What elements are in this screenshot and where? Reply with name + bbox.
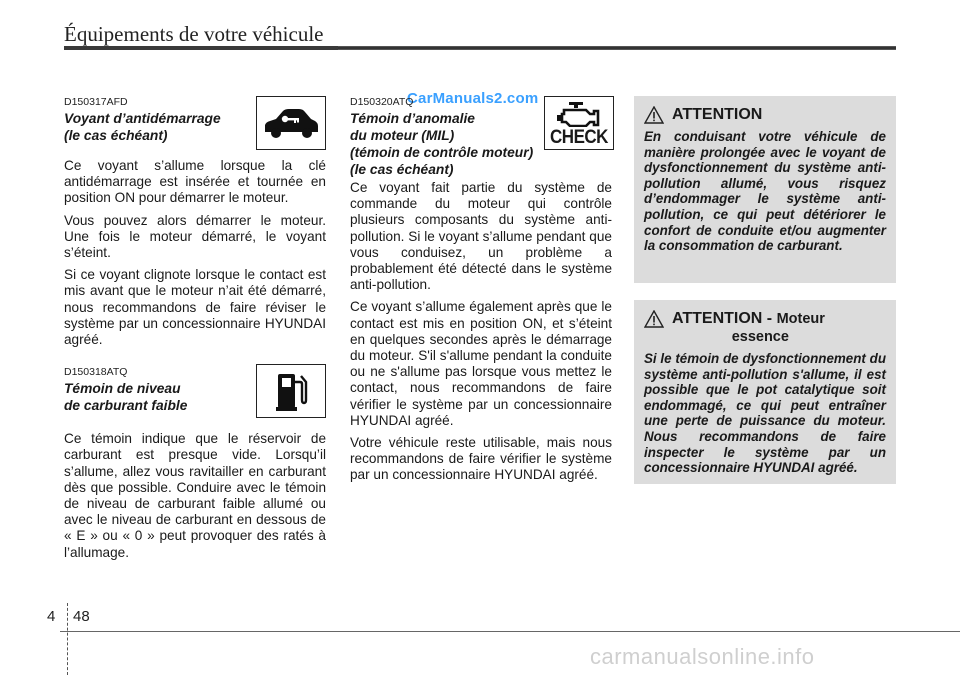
section-title-sub: de carburant faible — [64, 398, 188, 414]
watermark: CarManuals2.com — [407, 90, 539, 107]
section-title: Témoin de niveau — [64, 381, 181, 397]
paragraph: Ce témoin indique que le réservoir de carburant est presque vide. Lorsqu’il s’allume, allez vous ravitailler en carburant dès que possible. Conduire avec le témoin de niveau de carburant faible allumé ou avec le niveau de carburant en dessous de « E » ou « 0 » peut provoquer des ratés à l’allumage. — [64, 431, 326, 560]
footer-separator — [67, 603, 68, 675]
paragraph: Vous pouvez alors démarrer le moteur. Une fois le moteur démarré, le voyant s’éteint. — [64, 212, 326, 261]
check-label: CHECK — [550, 125, 608, 148]
paragraph: Votre véhicule reste utilisable, mais nous recommandons de faire vérifier le système par un concessionnaire HYUNDAI agréé. — [350, 435, 612, 483]
fuel-pump-icon — [256, 364, 326, 418]
section-title: Témoin d’anomalie — [350, 111, 475, 126]
section-code: D150318ATQ — [64, 366, 128, 379]
page-number: 48 — [73, 608, 90, 625]
chapter-number: 4 — [47, 608, 56, 625]
left-column — [64, 96, 326, 567]
paragraph: Ce voyant s’allume lorsque la clé antidémarrage est insérée et tournée en position ON pour démarrer le moteur. — [64, 158, 326, 206]
section-title-sub: (témoin de contrôle moteur) — [350, 145, 534, 160]
warning-box — [634, 96, 896, 283]
check-engine-icon — [544, 96, 614, 150]
paragraph: Ce voyant s’allume également après que le contact est mis en position ON, et s’éteint en quelques secondes après le démarrage du moteur. S'il s'allume pendant la conduite ou ne s'allume pas lorsque vous mettez le contact, nous recommandons de faire vérifier le système par un concessionnaire HYUNDAI agréé. — [350, 299, 612, 428]
warning-title — [644, 106, 886, 124]
header-rule — [64, 46, 896, 50]
site-watermark: carmanualsonline.info — [590, 644, 815, 669]
warning-title-text: ATTENTION - — [672, 310, 773, 327]
section-code: D150320ATQ — [350, 96, 414, 108]
warning-triangle-icon — [644, 310, 664, 328]
middle-column — [350, 96, 612, 490]
warning-subtitle-2: essence — [731, 329, 789, 345]
page-header-title: Équipements de votre véhicule — [64, 22, 324, 46]
section-code: D150317AFD — [64, 96, 128, 108]
section-title-sub: (le cas échéant) — [350, 162, 454, 177]
warning-title-text: ATTENTION — [672, 106, 763, 123]
warning-title — [644, 310, 886, 346]
warning-body: Si le témoin de dysfonctionnement du système anti-pollution s'allume, il est possible que le pot catalytique soit endommagé, ce qui peut entraîner une perte de puissance du moteur. Nous recommandons de faire inspecter le système par un concessionnaire HYUNDAI agréé. — [644, 351, 886, 476]
warning-box-petrol — [634, 300, 896, 484]
paragraph: Ce voyant fait partie du système de commande du moteur qui contrôle plusieurs composants du système anti-pollution. Si le voyant s’allume pendant que vous conduisez, un problème a probablement été détecté dans le système anti-pollution. — [350, 180, 612, 293]
warning-subtitle: Moteur — [776, 311, 825, 327]
section-title: Voyant d’antidémarrage — [64, 111, 221, 126]
section-title-sub: (le cas échéant) — [64, 128, 168, 143]
warning-triangle-icon — [644, 106, 664, 124]
paragraph: Si ce voyant clignote lorsque le contact est mis avant que le moteur n’ait été démarré, nous recommandons de faire réviser le système par un concessionnaire HYUNDAI agréé. — [64, 267, 326, 348]
section-title-sub: du moteur (MIL) — [350, 128, 455, 143]
warning-body: En conduisant votre véhicule de manière prolongée avec le voyant de dysfonctionnement du système anti-pollution allumé, vous risquez d’endommager le système anti-pollution, ce qui peut détériorer le confort de conduite et/ou augmenter la consommation de carburant. — [644, 129, 886, 254]
footer-rule — [60, 631, 960, 632]
immobilizer-icon — [256, 96, 326, 150]
